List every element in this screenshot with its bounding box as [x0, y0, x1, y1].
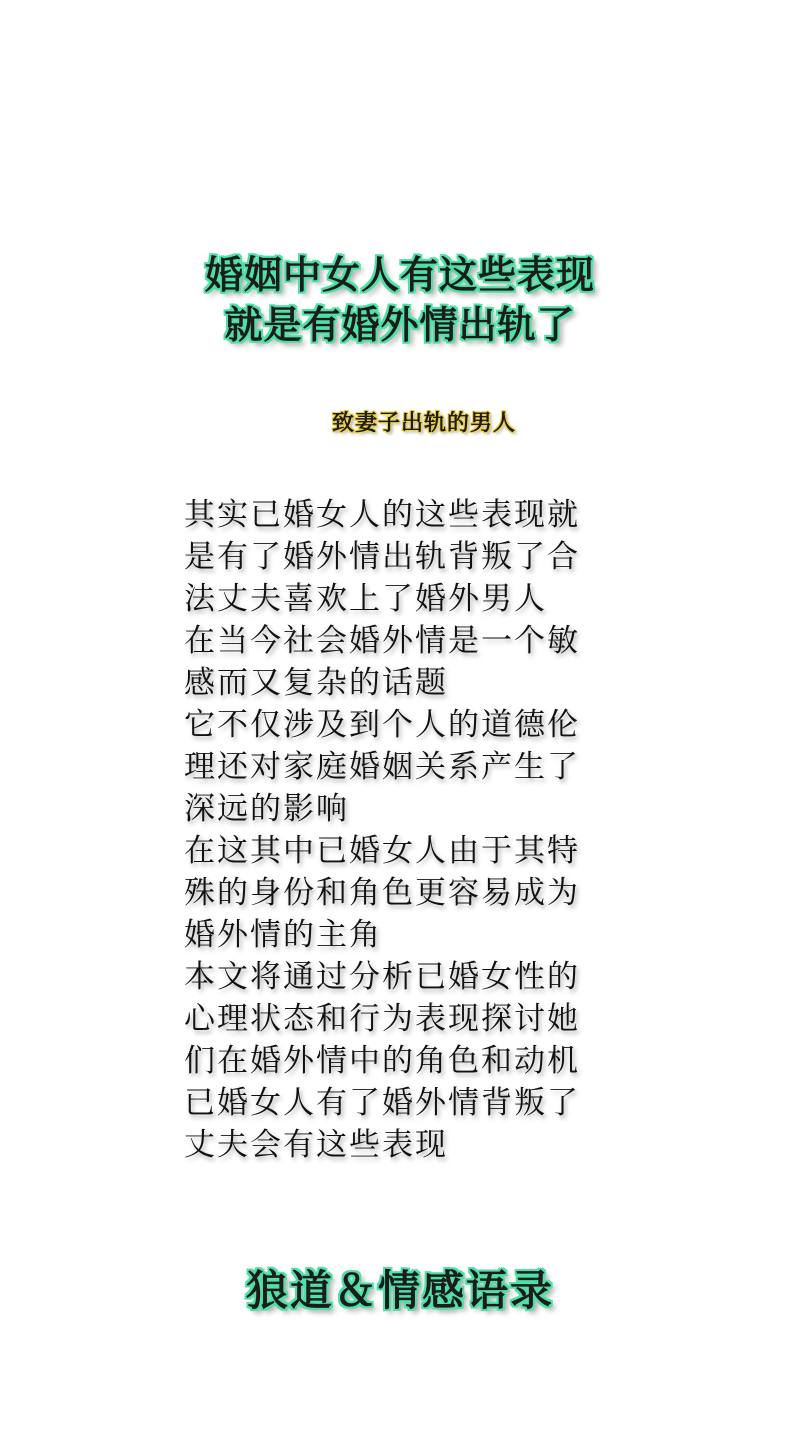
title-block — [0, 250, 800, 350]
title-line-1: 婚姻中女人有这些表现 — [204, 252, 595, 297]
body-line: 是有了婚外情出轨背叛了合 — [184, 539, 580, 575]
body-line: 丈夫会有这些表现 — [184, 1127, 448, 1163]
body-line: 们在婚外情中的角色和动机 — [184, 1043, 580, 1079]
body-line: 法丈夫喜欢上了婚外男人 — [184, 581, 547, 617]
body-line: 深远的影响 — [184, 791, 349, 827]
body-line: 它不仅涉及到个人的道德伦 — [184, 707, 580, 743]
body-line: 本文将通过分析已婚女性的 — [184, 959, 580, 995]
body-line: 殊的身份和角色更容易成为 — [184, 875, 580, 911]
body-line: 感而又复杂的话题 — [184, 665, 448, 701]
body-line: 其实已婚女人的这些表现就 — [184, 497, 580, 533]
body-line: 在当今社会婚外情是一个敏 — [184, 623, 580, 659]
body-text — [184, 494, 604, 1166]
footer-signature: 狼道＆情感语录 — [245, 1266, 554, 1315]
title-line-2: 就是有婚外情出轨了 — [224, 302, 576, 347]
subtitle: 致妻子出轨的男人 — [332, 410, 517, 436]
body-line: 婚外情的主角 — [184, 917, 382, 953]
body-line: 已婚女人有了婚外情背叛了 — [184, 1085, 580, 1121]
body-line: 心理状态和行为表现探讨她 — [184, 1001, 580, 1037]
body-line: 理还对家庭婚姻关系产生了 — [184, 749, 580, 785]
body-line: 在这其中已婚女人由于其特 — [184, 833, 580, 869]
